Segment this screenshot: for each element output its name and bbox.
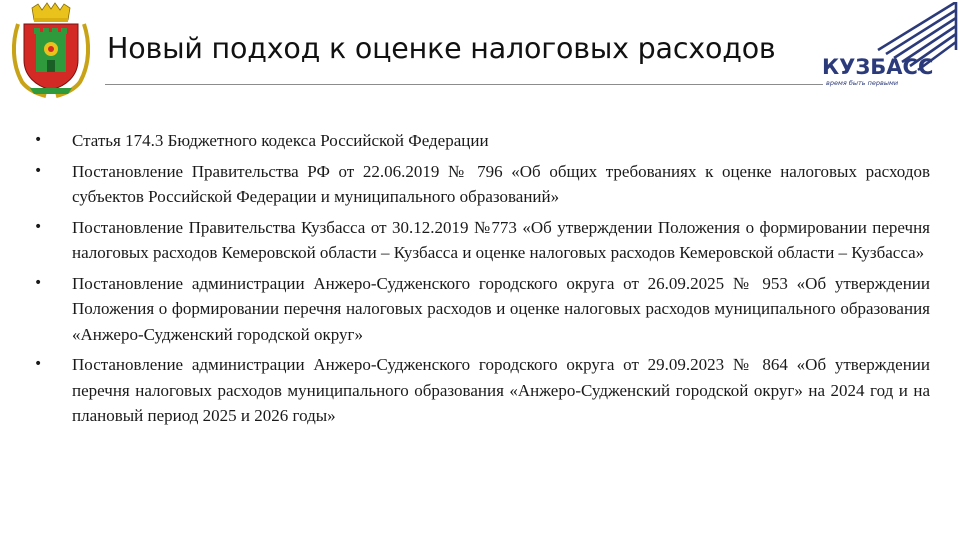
bullet-icon: •: [34, 274, 43, 291]
coat-of-arms-icon: [8, 2, 94, 98]
list-item: [34, 352, 930, 429]
list-item-text: Постановление Правительства РФ от 22.06.2019 № 796 «Об общих требованиях к оценке налоговых расходов субъектов Российской Федерации и муниципального образований»: [72, 161, 930, 206]
list-item: [34, 159, 930, 210]
list-item-text: Постановление администрации Анжеро-Судженского городского округа от 26.09.2025 № 953 «Об утверждении Положения о формировании перечня налоговых расходов и оценке налоговых расходов муниципального образования «Анжеро-Судженский городской округ»: [72, 273, 930, 344]
list-item-text: Постановление администрации Анжеро-Судженского городского округа от 29.09.2023 № 864 «Об утверждении перечня налоговых расходов муниципального образования «Анжеро-Судженский городской округ» на 2024 год и на плановый период 2025 и 2026 годы»: [72, 355, 930, 425]
list-item: [34, 215, 930, 266]
kuzbass-logo-icon: [820, 2, 958, 88]
list-item: [34, 128, 930, 154]
bullet-icon: •: [34, 218, 43, 235]
bullet-icon: •: [34, 162, 43, 179]
kuzbass-slogan: время быть первыми: [826, 79, 899, 87]
bullet-icon: •: [34, 132, 43, 148]
list-item-text: Постановление Правительства Кузбасса от 30.12.2019 №773 «Об утверждении Положения о формировании перечня налоговых расходов Кемеровской области – Кузбасса и оценке налоговых расходов Кемеровской области – Кузбасса»: [72, 217, 930, 262]
title-divider: [105, 84, 823, 85]
list-item: [34, 271, 930, 348]
page-title: Новый подход к оценке налоговых расходов: [107, 32, 776, 65]
list-item-text: Статья 174.3 Бюджетного кодекса Российской Федерации: [72, 131, 489, 150]
kuzbass-logo-text: КУЗБАСС: [822, 55, 934, 79]
legal-acts-list: [34, 128, 930, 434]
bullet-icon: •: [34, 356, 43, 372]
